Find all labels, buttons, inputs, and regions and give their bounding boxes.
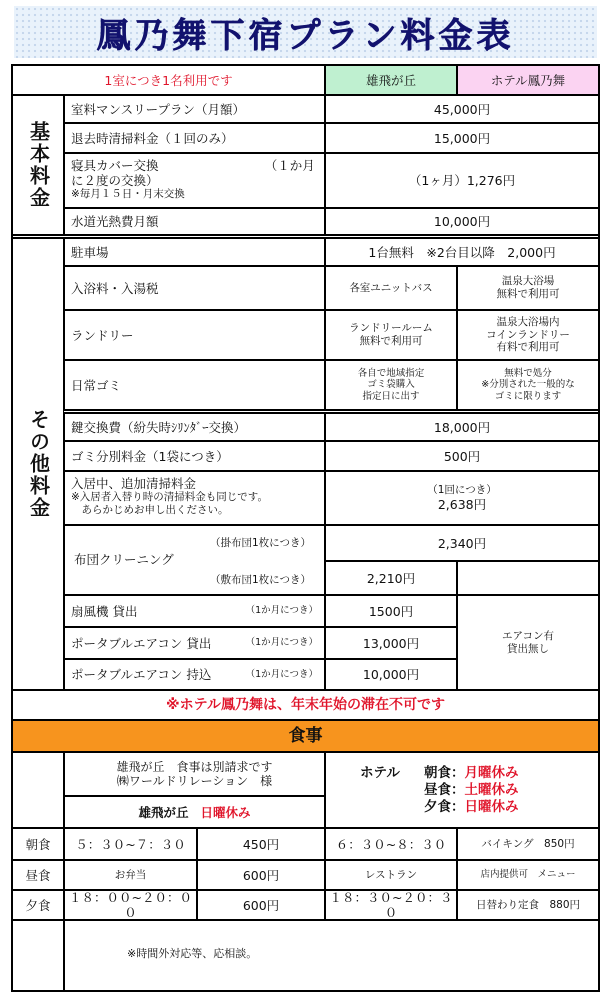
hotel-meal-closed: 月曜休み <box>464 765 519 781</box>
hotel-meal-closed: 日曜休み <box>464 799 519 815</box>
basic-fee-label-text: 基本料金 <box>26 121 51 209</box>
yuhi-meal-time: お弁当 <box>64 860 197 890</box>
hotel-meal-schedule <box>424 765 519 816</box>
yuhi-meal-time: ５：３０~７：３０ <box>64 828 197 860</box>
yuhi-meal-price: 450円 <box>197 828 325 860</box>
hotel-meal-time: １８：３０~２０：３０ <box>325 890 457 920</box>
meals-corner <box>12 752 64 828</box>
parking-name: 駐車場 <box>64 238 325 266</box>
ac-bring-unit: （1か月につき） <box>245 668 318 680</box>
futon-kake-label: （掛布団1枚につき） <box>210 537 311 549</box>
meals-header: 食事 <box>12 720 599 752</box>
garbage-yuhi: 各自で地域指定 ゴミ袋購入 指定日に出す <box>325 360 457 410</box>
basic-row-value: （1ヶ月）1,276円 <box>325 153 599 208</box>
futon-name: 布団クリーニング <box>74 552 174 567</box>
basic-fee-label <box>12 95 64 235</box>
garbage-name: 日常ゴミ <box>64 360 325 410</box>
fan-value: 1500円 <box>325 595 457 627</box>
bath-hotel: 温泉大浴場 無料で利用可 <box>457 266 599 310</box>
basic-row-bedding <box>64 153 325 208</box>
yuhi-meal-title-cell <box>64 796 325 828</box>
hotel-meal-item: 店内提供可 メニュー <box>457 860 599 890</box>
meal-label: 朝食 <box>12 828 64 860</box>
footer-cell <box>64 920 599 991</box>
fan-unit: （1か月につき） <box>245 605 318 617</box>
sorting-value: 500円 <box>325 441 599 471</box>
futon-shiki-label: （敷布団1枚につき） <box>210 574 311 586</box>
futon-shiki-value: 2,210円 <box>325 561 457 595</box>
yuhi-meal-title: 雄飛が丘 <box>138 804 189 820</box>
header-yuhi: 雄飛が丘 <box>325 65 457 95</box>
hotel-meal-name: 昼食： <box>424 782 465 798</box>
other-fee-label <box>12 238 64 690</box>
fan-name: 扇風機 貸出 <box>71 603 138 619</box>
hotel-meal-item: バイキング 850円 <box>457 828 599 860</box>
hotel-meal-closed: 土曜休み <box>464 782 519 798</box>
hotel-meal-info <box>325 752 599 828</box>
parking-value: 1台無料 ※2台目以降 2,000円 <box>325 238 599 266</box>
notice: ※ホテル鳳乃舞は、年末年始の滞在不可です <box>12 690 599 720</box>
other-fee-label-text: その他料金 <box>26 409 51 519</box>
page-title: 鳳乃舞下宿プラン料金表 <box>96 15 515 56</box>
laundry-name: ランドリー <box>64 310 325 360</box>
futon-shiki-empty <box>457 561 599 595</box>
garbage-hotel: 無料で処分 ※分別された一般的な ゴミに限ります <box>457 360 599 410</box>
hotel-meal-line <box>424 799 519 816</box>
basic-row-name: 室料マンスリープラン（月額） <box>64 95 325 123</box>
yuhi-meal-note: 雄飛が丘 食事は別請求です ㈱ワールドリレーション 様 <box>64 752 325 796</box>
hotel-meal-time: ６：３０~８：３０ <box>325 828 457 860</box>
meal-label: 昼食 <box>12 860 64 890</box>
hotel-meal-line <box>424 765 519 782</box>
basic-row-value: 10,000円 <box>325 208 599 235</box>
basic-row-sub: ※毎月１５日・月末交換 <box>71 188 185 200</box>
bath-yuhi: 各室ユニットバス <box>325 266 457 310</box>
cleaning-value-cell <box>325 471 599 525</box>
ac-bring-row <box>64 659 325 690</box>
hotel-meal-line <box>424 782 519 799</box>
laundry-yuhi: ランドリールーム 無料で利用可 <box>325 310 457 360</box>
cleaning-value-top: （1回につき） <box>427 484 497 497</box>
hotel-meal-title: ホテル <box>360 765 400 781</box>
cleaning-cell <box>64 471 325 525</box>
key-name: 鍵交換費（紛失時ｼﾘﾝﾀﾞｰ交換） <box>64 413 325 441</box>
bath-name: 入浴料・入湯税 <box>64 266 325 310</box>
key-value: 18,000円 <box>325 413 599 441</box>
basic-row-name: 水道光熱費月額 <box>64 208 325 235</box>
yuhi-meal-closed: 日曜休み <box>200 804 251 820</box>
header-hotel: ホテル鳳乃舞 <box>457 65 599 95</box>
yuhi-meal-price: 600円 <box>197 860 325 890</box>
hotel-meal-name: 朝食： <box>424 765 465 781</box>
laundry-hotel: 温泉大浴場内 コインランドリー 有料で利用可 <box>457 310 599 360</box>
ac-note: エアコン有 貸出無し <box>457 595 599 690</box>
basic-row-value: 15,000円 <box>325 123 599 153</box>
basic-row-value: 45,000円 <box>325 95 599 123</box>
hotel-meal-item: 日替わり定食 880円 <box>457 890 599 920</box>
header-note: 1室につき1名利用です <box>12 65 325 95</box>
yuhi-meal-time: １８：００~２０：００ <box>64 890 197 920</box>
cleaning-sub: ※入居者入替り時の清掃料金も同じです。 あらかじめお申し出ください。 <box>71 491 268 516</box>
futon-kake-value: 2,340円 <box>325 525 599 561</box>
meal-label: 夕食 <box>12 890 64 920</box>
ac-bring-name: ポータブルエアコン 持込 <box>71 667 212 682</box>
ac-rent-value: 13,000円 <box>325 627 457 659</box>
ac-rent-name: ポータブルエアコン 貸出 <box>71 635 212 651</box>
hotel-meal-time: レストラン <box>325 860 457 890</box>
hotel-meal-name: 夕食： <box>424 799 465 815</box>
basic-row-name: 寝具カバー交換 （１か月に２度の交換） <box>71 158 315 188</box>
basic-row-name: 退去時清掃料金（１回のみ） <box>64 123 325 153</box>
ac-rent-row <box>64 627 325 659</box>
footer-note: ※時間外対応等、応相談。 <box>127 947 258 960</box>
footer-corner <box>12 920 64 991</box>
yuhi-meal-price: 600円 <box>197 890 325 920</box>
ac-bring-value: 10,000円 <box>325 659 457 690</box>
cleaning-name: 入居中、追加清掃料金 <box>71 476 197 491</box>
ac-rent-unit: （1か月につき） <box>245 637 318 649</box>
fan-row <box>64 595 325 627</box>
cleaning-value: 2,638円 <box>437 496 487 512</box>
sorting-name: ゴミ分別料金（1袋につき） <box>64 441 325 471</box>
